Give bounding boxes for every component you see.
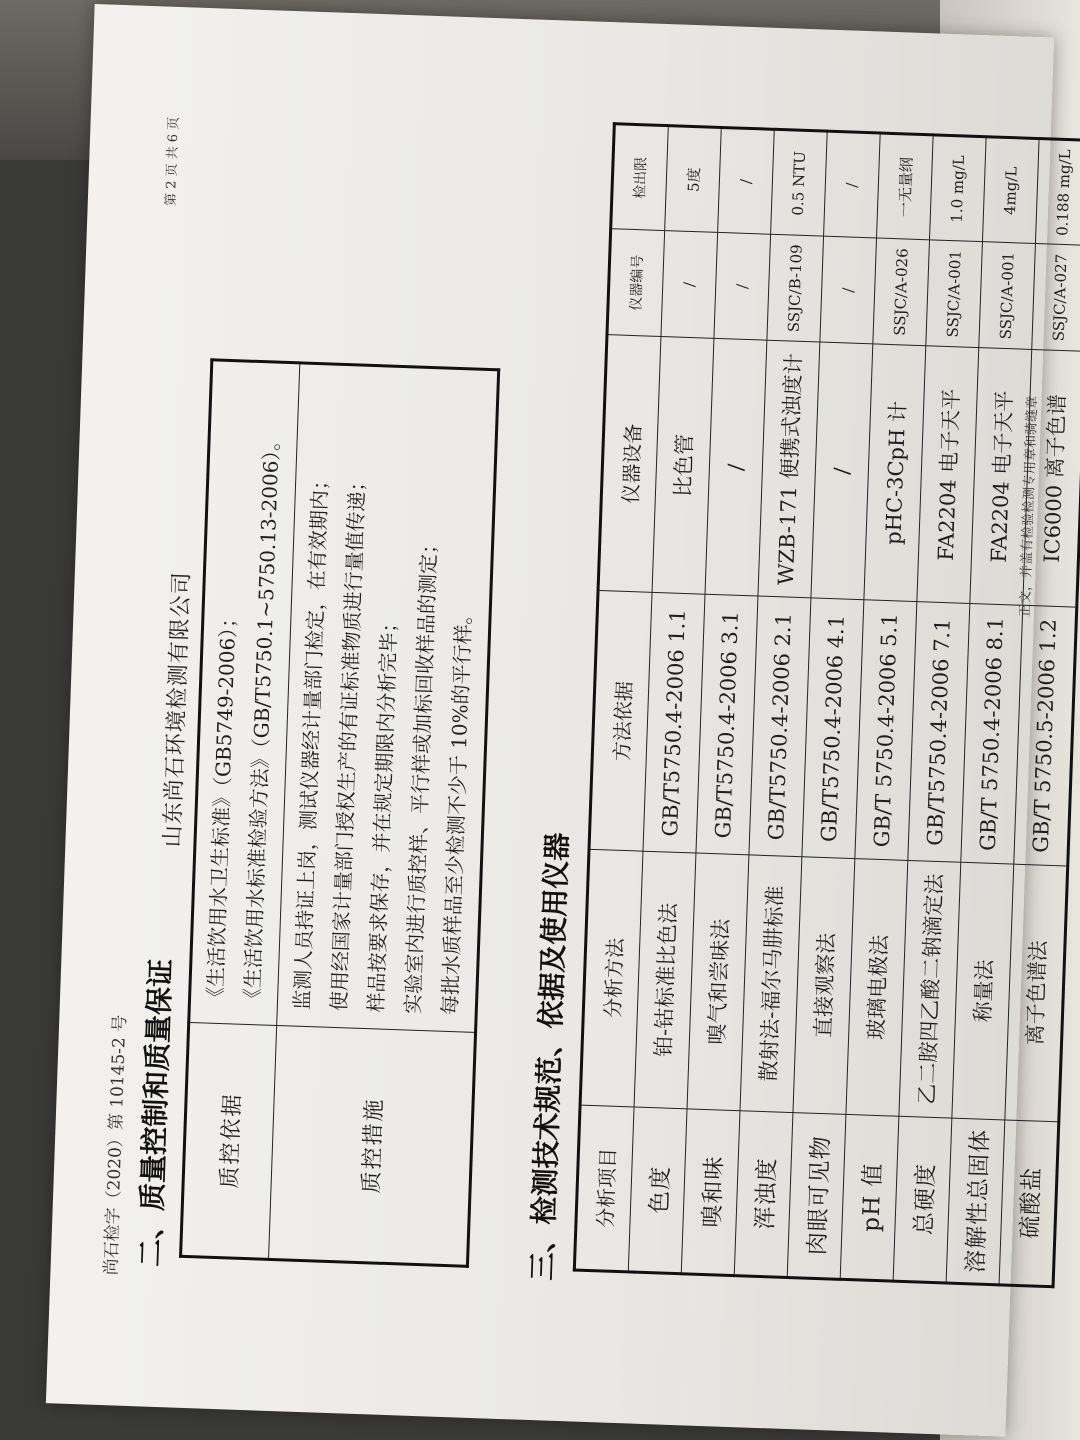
cell-item: 肉眼可见物 bbox=[787, 1112, 846, 1279]
cell-basis: GB/T5750.4-2006 3.1 bbox=[696, 595, 758, 855]
cell-method: 铂-钴标准比色法 bbox=[634, 851, 696, 1108]
cell-basis: GB/T 5750.5-2006 1.2 bbox=[1014, 606, 1077, 866]
cell-method: 离子色谱法 bbox=[1005, 864, 1068, 1121]
cell-method: 直接观察法 bbox=[793, 857, 855, 1114]
qc-content-measures bbox=[277, 363, 499, 1033]
cell-instrument-no: / bbox=[820, 236, 877, 343]
cell-item: 浑浊度 bbox=[734, 1110, 793, 1277]
cell-method: 玻璃电极法 bbox=[846, 859, 908, 1116]
qc-row-measures bbox=[269, 363, 499, 1266]
cell-instrument-no: / bbox=[714, 233, 771, 340]
cell-basis: GB/T5750.4-2006 4.1 bbox=[802, 598, 864, 858]
cell-item: 嗅和味 bbox=[681, 1108, 740, 1275]
cell-item: 硫酸盐 bbox=[999, 1120, 1059, 1287]
cell-equipment: 比色管 bbox=[652, 336, 714, 594]
cell-limit: 1.0 mg/L bbox=[929, 135, 986, 242]
col-header-basis: 方法依据 bbox=[589, 591, 652, 851]
footer-note: 正文，并盖有检验检测专用章和骑缝章 bbox=[1017, 395, 1041, 618]
report-page bbox=[46, 4, 1075, 1437]
cell-limit: 一无量纲 bbox=[877, 133, 934, 240]
cell-method: 称量法 bbox=[952, 862, 1014, 1119]
cell-limit: 4mg/L bbox=[982, 137, 1039, 244]
cell-instrument-no: SSJC/A-026 bbox=[873, 238, 930, 345]
qc-measures-line-4: 实验室内进行质控样、平行样或加标回收样品的测定； bbox=[400, 533, 442, 1015]
cell-instrument-no: SSJC/A-001 bbox=[979, 242, 1036, 349]
qc-label-basis: 质控依据 bbox=[181, 1022, 277, 1259]
quality-control-table bbox=[179, 358, 500, 1268]
cell-equipment: / bbox=[811, 342, 873, 600]
cell-basis: GB/T5750.4-2006 2.1 bbox=[749, 596, 811, 856]
cell-basis: GB/T 5750.4-2006 5.1 bbox=[855, 600, 917, 860]
cell-limit: / bbox=[824, 131, 881, 238]
cell-item: 色度 bbox=[628, 1107, 687, 1274]
cell-instrument-no: SSJC/A-001 bbox=[926, 240, 983, 347]
page-info: 第 2 页 共 6 页 bbox=[163, 116, 182, 207]
col-header-equipment: 仪器设备 bbox=[598, 335, 661, 593]
cell-item: 溶解性总固体 bbox=[946, 1118, 1005, 1285]
cell-equipment: FA2204 电子天平 bbox=[970, 348, 1032, 606]
qc-basis-line-1: 《生活饮用水卫生标准》（GB5749-2006）； bbox=[202, 607, 241, 1008]
cell-basis: GB/T5750.4-2006 1.1 bbox=[643, 593, 705, 853]
qc-measures-line-2: 使用经国家计量部门授权生产的有证标准物质进行量值传递； bbox=[326, 471, 370, 1012]
cell-instrument-no: SSJC/A-027 bbox=[1032, 244, 1080, 351]
section-2-title: 二、质量控制和质量保证 bbox=[133, 958, 178, 1268]
cell-limit: 5度 bbox=[665, 126, 722, 233]
cell-method: 散射法-福尔马肼标准 bbox=[740, 855, 802, 1112]
cell-equipment: WZB-171 便携式浊度计 bbox=[758, 340, 820, 598]
cell-equipment: FA2204 电子天平 bbox=[917, 346, 979, 604]
col-header-instrument-no: 仪器编号 bbox=[607, 229, 665, 336]
cell-equipment: / bbox=[705, 338, 767, 596]
cell-limit: 0.5 NTU bbox=[771, 129, 828, 236]
col-header-method: 分析方法 bbox=[580, 849, 643, 1106]
technical-spec-table bbox=[573, 122, 1080, 1288]
cell-instrument-no: SSJC/B-109 bbox=[767, 235, 824, 342]
cell-method: 乙二胺四乙酸二钠滴定法 bbox=[899, 860, 961, 1117]
cell-equipment: IC6000 离子色谱 bbox=[1023, 349, 1080, 607]
section-3-title: 三、检测技术规范、依据及使用仪器 bbox=[525, 832, 575, 1281]
col-header-item: 分析项目 bbox=[574, 1105, 634, 1272]
qc-measures-line-3: 样品按要求保存，并在规定期限内分析完毕； bbox=[363, 612, 402, 1013]
cell-item: pH 值 bbox=[840, 1114, 899, 1281]
cell-limit: / bbox=[718, 127, 775, 234]
cell-basis: GB/T 5750.4-2006 8.1 bbox=[961, 604, 1023, 864]
qc-measures-line-5: 每批水质样品至少检测不少于 10%的平行样。 bbox=[437, 604, 476, 1016]
qc-label-measures: 质控措施 bbox=[269, 1025, 476, 1266]
company-name: 山东尚石环境检测有限公司 bbox=[160, 570, 195, 848]
cell-instrument-no: / bbox=[661, 231, 718, 338]
cell-item: 总硬度 bbox=[893, 1116, 952, 1283]
cell-method: 嗅气和尝味法 bbox=[687, 853, 749, 1110]
col-header-limit: 检出限 bbox=[611, 124, 669, 231]
qc-basis-line-2: 《生活饮用水标准检验方法》（GB/T5750.1~5750.13-2006）。 bbox=[239, 430, 284, 1009]
cell-equipment: pHC-3CpH 计 bbox=[864, 344, 926, 602]
cell-basis: GB/T5750.4-2006 7.1 bbox=[908, 602, 970, 862]
cell-limit: 0.188 mg/L bbox=[1035, 139, 1080, 246]
document-number: 尚石检字（2020）第 10145-2 号 bbox=[101, 1014, 131, 1276]
qc-measures-line-1: 监测人员持证上岗，测试仪器经计量部门检定，在有效期内； bbox=[289, 469, 333, 1011]
